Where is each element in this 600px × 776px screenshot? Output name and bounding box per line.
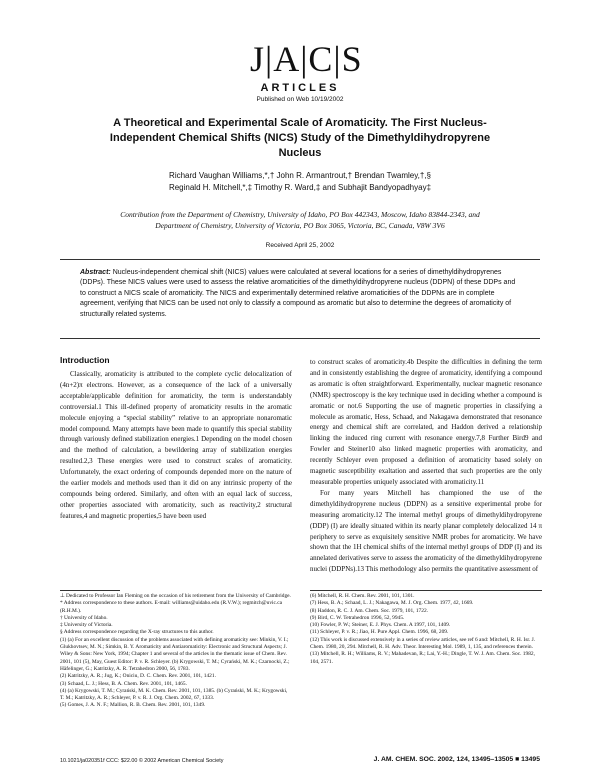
footnote: § Address correspondence regarding the X-ray structures to this author. [60,629,214,636]
paragraph: Classically, aromaticity is attributed to the complete cyclic delocalization of (4n+2)π electrons. However, as a consequence of the lack of a universally acceptable/applicable definition for aromaticity, the term is understandably controversial.1 This ill-defined property of aromaticity results in the aromatic molecule enjoying a “special stability” relative to an appropriate nonaromatic model compound. Many attempts have been made to quantify this special stability through variously defined stabilization energies.1 Depending on the model chosen and the method of calculation, a bewildering array of stabilization energies resulted.2,3 These energies were used to construct scales of aromaticity. Unfortunately, the exact ordering of compounds depended more on the nature of the earlier models and methods used than it did on any intrinsic property of the compounds being ordered. Similarly, and often with an equal lack of success, other properties associated with aromaticity, such as reactivity,2 structural features,4 and magnetic properties,5 have been used [60,370,292,520]
right-column-body [310,357,542,575]
bottom-rule [60,338,540,339]
paragraph: For many years Mitchell has championed the use of the dimethyldihydropyrene nucleus (DDPN) as a sensitive experimental probe for measuring aromaticity.12 The internal methyl groups of dimethyldihydropyrene (DDP) (I) are ideally situated within its nearly planar completely delocalized 14 π periphery to serve as exquisitely sensitive NMR probes for aromaticity. We have shown that the 1H chemical shifts of the internal methyl groups of DDP (I) and its annelated derivatives serve to assess the aromaticity of the dimethyldihydropyrene nuclei (DDPNs).13 This methodology also permits the quantitative assessment of [310,488,542,574]
footnote: * Address correspondence to these authors. E-mail: williams@uidaho.edu (R.V.W.); regmitch@uvic.ca (R.H.M.). [60,600,283,614]
footnote: (9) Bird, C. W. Tetrahedron 1996, 52, 9945. [310,614,405,621]
footnote: ⊥ Dedicated to Professor Ian Fleming on the occasion of his retirement from the University of Cambridge. [60,593,291,599]
footnote-rule-right [310,590,542,591]
paragraph: to construct scales of aromaticity.4b Despite the difficulties in defining the term and in consistently establishing the degree of aromaticity, identifying a compound as aromatic is often straightforward. Experimentally, nuclear magnetic resonance (NMR) spectroscopy is the key technique used in deciding whether a compound is aromatic or not.6 Supporting the use of magnetic properties in classifying a molecule as aromatic, Hess, Schaad, and Nakagawa demonstrated that resonance energy and chemical shift are correlated, and Haddon derived a relationship linking the induced ring current with resonance energy.7,8 Further Bird9 and Fowler and Steiner10 also linked magnetic properties with aromaticity, and recently Schleyer even proposed a definition of aromaticity based solely on magnetic susceptibility exaltation and asserted that such properties are the only measurable properties uniquely associated with aromaticity.11 [310,358,542,486]
abstract-label: Abstract: [80,269,111,276]
abstract-text: Nucleus-independent chemical shift (NICS) values were calculated at several locations for a series of dimethyldihydropyrenes (DDPs). These NICS values were used to assess the relative aromaticities of the dimethyldihydropyrene nucleus (DDPN) of these DDPs and to construct a NICS scale of aromaticity. The NICS and experimentally determined relative aromaticities of the DDPNs are in complete agreement, verifying that NICS can be used not only to classify a compound as aromatic but also to determine the degrees of aromaticity of structurally related systems. [80,269,516,318]
footnote: (8) Haddon, R. C. J. Am. Chem. Soc. 1979, 101, 1722. [310,607,428,614]
footnote: (13) Mitchell, R. H.; Williams, R. V.; Mahadevan, R.; Lai, Y.-H.; Dingle, T. W. J. Am. Chem. Soc. 1982, 104, 2571. [310,651,535,665]
left-column-body [60,369,292,522]
author-line-2: Reginald H. Mitchell,*,‡ Timothy R. Ward,‡ and Subhajit Bandyopadhyay‡ [168,183,432,192]
footnote: (11) Schleyer, P. v. R.; Jiao, H. Pure Appl. Chem. 1996, 68, 209. [310,629,449,636]
footnote: (12) This work is discussed extensively in a series of review articles, see ref 6 and: Mitchell, R. H. Isr. J. Chem. 1980, 20, 294. Mitchell, R. H. Adv. Theor. Interesting Mol. 1989, 1, 135, and references therein. [310,636,536,651]
footnote: (5) Gomes, J. A. N. F.; Mallion, R. B. Chem. Rev. 2001, 101, 1349. [60,702,206,709]
journal-citation-footer: J. AM. CHEM. SOC. 2002, 124, 13495–13505 ■ 13495 [373,756,540,763]
footnote: (7) Hess, B. A.; Schaad, L. J.; Nakagawa, M. J. Org. Chem. 1977, 42, 1669. [310,600,474,607]
abstract [80,268,522,320]
author-line-1: Richard Vaughan Williams,*,† John R. Armantrout,† Brendan Twamley,†,§ [169,171,431,180]
section-label: ARTICLES [260,82,340,94]
footnote: ‡ University of Victoria. [60,622,113,629]
footnotes-left [60,593,292,710]
doi-footer: 10.1021/ja020351f CCC: $22.00 © 2002 American Chemical Society [60,758,224,764]
author-list [110,170,490,194]
journal-logo: J|A|C|S [250,39,363,79]
published-date: Published on Web 10/19/2002 [256,96,344,103]
received-date: Received April 25, 2002 [265,242,335,249]
footnote: (3) Schaad, L. J.; Hess, B. A. Chem. Rev. 2001, 101, 1465. [60,680,187,687]
section-heading-introduction: Introduction [60,355,110,365]
footnote: (2) Katritzky, A. R.; Jug, K.; Oniciu, D. C. Chem. Rev. 2001, 101, 1421. [60,673,216,680]
footnotes-right [310,593,542,666]
footnote-rule-left [60,590,120,591]
affiliation: Contribution from the Department of Chemistry, University of Idaho, PO Box 442343, Moscow, Idaho 83844-2343, and Department of Chemistry, University of Victoria, PO Box 3065, Victoria, BC, Canada, V8W 3V6 [120,210,480,230]
footnote: † University of Idaho. [60,614,108,621]
footnote: (10) Fowler, P. W.; Steiner, E. J. Phys. Chem. A 1997, 101, 1409. [310,622,451,629]
article-title: A Theoretical and Experimental Scale of Aromaticity. The First Nucleus-Independent Chemical Shifts (NICS) Study of the Dimethyldihydropyrene Nucleus [109,117,491,159]
footnote: (1) (a) For an excellent discussion of the problems associated with defining aromaticity see: Minkin, V. I.; Glukhovtsev, M. N.; Simkin, B. Y. Aromaticity and Antiaromaticity: Electronic and Structural Aspects; J. Wiley & Sons: New York, 1994; Chapter 1 and several of the articles in the thematic issue of Chem. Rev. 2001, 101 (5), May, Guest Editor: P. v. R. Schleyer. (b) Krygowski, T. M.; Cyrański, M. K.; Czarnocki, Z.; Häfelinger, G.; Katritzky, A. R. Tetrahedron 2000, 56, 1783. [60,636,290,672]
footnote: (6) Mitchell, R. H. Chem. Rev. 2001, 101, 1301. [310,593,415,599]
footnote: (4) (a) Krygowski, T. M.; Cyrański, M. K. Chem. Rev. 2001, 101, 1385. (b) Cyrański, M. K.; Krygowski, T. M.; Katritzky, A. R.; Schleyer, P. v. R. J. Org. Chem. 2002, 67, 1333. [60,687,288,702]
top-rule [60,259,540,260]
